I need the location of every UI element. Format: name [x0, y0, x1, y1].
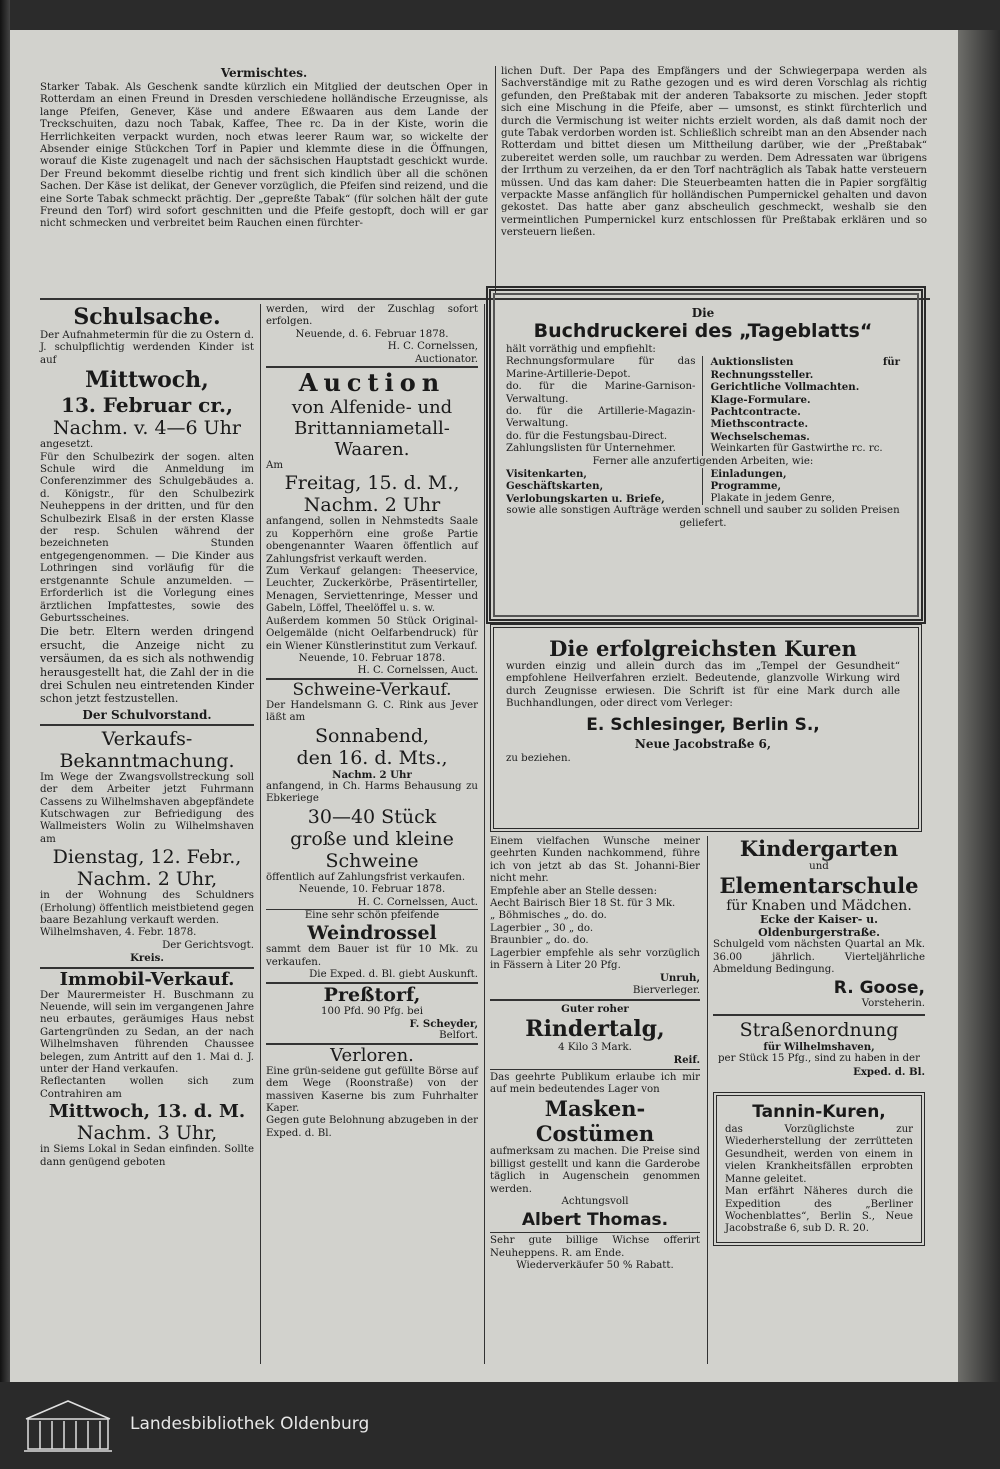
- buchdruckerei-item: Einladungen,: [710, 468, 787, 481]
- immobil-date-1: Mittwoch, 13. d. M.: [48, 1101, 246, 1123]
- schweine-body-3: öffentlich auf Zahlungsfrist verkaufen.: [266, 871, 466, 883]
- kuren-address: Neue Jacobstraße 6,: [634, 736, 772, 751]
- buchdruckerei-closing: sowie alle sonstigen Aufträge werden schnell und sauber zu soliden Preisen geliefert.: [506, 505, 900, 529]
- vermischtes-text-right: lichen Duft. Der Papa des Empfängers und der Schwiegerpapa werden als Sachverständige mit zu Rathe gezogen und es wird deren Vorschlag als richtig gefunden, den Preßtabak mit der anderen Tabaksorte zu mischen. Jeder stopft sich eine Mischung in die Pfeife, aber — umsonst, es stinkt fürchterlich und durch die Vermischung ist weiter nichts erzielt worden, als daß damit noch der gute Tabak verdorben worden ist. Schließlich schreibt man an den Absender nach Rotterdam und bittet diesen um Mittheilung darüber, wie der „Preßtabak“ zubereitet werden solle, um rauchbar zu werden. Dem Adressaten war übrigens der Irrthum zu verzeihen, da er den Torf nachträglich als Tabak hatte versteuern müssen. Und das kam daher: Die Steuerbeamten hatten die in Papier sorgfältig verpackte Masse anfänglich für holländischen Pumpernickel gehalten und davon gekostet. Das hatte aber ganz abscheulich geschmeckt, weshalb sie den vermeintlichen Pumpernickel kurz entschlossen für Preßtabak erklären und so versteuern ließen.: [501, 66, 927, 239]
- buchdruckerei-item: do. für die Artillerie-Magazin-Verwaltung.: [506, 406, 696, 430]
- kuren-zu-beziehen: zu beziehen.: [506, 752, 571, 764]
- library-building-icon: [20, 1395, 116, 1455]
- ad-divider: [490, 1232, 700, 1233]
- page-right-edge: [958, 30, 1000, 1382]
- bier-row: Lagerbier „ 30 „ do.: [490, 922, 594, 934]
- schweine-title: Schweine-Verkauf.: [292, 679, 452, 700]
- schweine-body: Der Handelsmann G. C. Rink aus Jever läßt am: [266, 699, 478, 724]
- talg-title: Rindertalg,: [525, 1015, 665, 1042]
- kindergarten-title: Kindergarten: [739, 836, 899, 861]
- kindergarten-address: Ecke der Kaiser- u. Oldenburgerstraße.: [758, 913, 880, 939]
- schweine-big-2: große und kleine: [290, 827, 454, 850]
- buchdruckerei-item: Miethscontracte.: [710, 418, 808, 431]
- auction-place: Neuende, 10. Februar 1878.: [298, 652, 446, 664]
- auction-am: Am: [266, 460, 284, 472]
- schulsache-date-2: 13. Februar cr.,: [61, 393, 233, 418]
- tannin-frame: [713, 1092, 925, 1246]
- buchdruckerei-item: Plakate in jedem Genre,: [710, 492, 835, 504]
- auction-body: anfangend, sollen in Nehmstedts Saale zu Kopperhörn eine große Partie obengenannter Waaren öffentlich auf Zahlungsfrist verkauft werden.: [266, 516, 478, 565]
- buchdruckerei-die: Die: [691, 306, 715, 320]
- buchdruckerei-item: do. für die Festungsbau-Direct.: [506, 430, 668, 442]
- immobil-body-3: in Siems Lokal in Sedan einfinden. Sollte dann genügend geboten: [40, 1144, 254, 1168]
- bier-body-3: Lagerbier empfehle als sehr vorzüglich in Fässern à Liter 20 Pfg.: [490, 947, 700, 972]
- bier-row: Braunbier „ do. do.: [490, 935, 589, 947]
- buchdruckerei-item: Auktionslisten für Rechnungssteller.: [710, 356, 900, 381]
- schulsache-eltern: Die betr. Eltern werden dringend ersucht, die Anzeige nicht zu versäumen, da es sich als nothwendig herausgestellt hat, die Zahl der in die drei Schulen neu eintretenden Kinder schon jetzt festzustellen.: [40, 625, 254, 706]
- buchdruckerei-item: Zahlungslisten für Unternehmer.: [506, 443, 676, 455]
- buchdruckerei-ad: [506, 306, 900, 530]
- buchdruckerei-item: Visitenkarten,: [506, 468, 587, 481]
- immobil-signature-2: Auctionator.: [415, 353, 478, 365]
- verkauf-place: Wilhelmshaven, 4. Febr. 1878.: [40, 927, 197, 939]
- immobil-place: Neuende, d. 6. Februar 1878.: [295, 328, 449, 340]
- masken-title-2: Costümen: [535, 1121, 655, 1147]
- immobil-signature-1: H. C. Cornelssen,: [387, 341, 478, 353]
- kuren-body: wurden einzig und allein durch das im „Tempel der Gesundheit“ empfohlene Heilverfahren erzielt. Bedeutende, glanzvolle Wirkung wird durch Zeugnisse erwiesen. Die Schrift ist für eine Mark durch alle Buchhandlungen, oder direct vom Verleger:: [506, 661, 900, 710]
- buchdruckerei-item: Verlobungskarten u. Briefe,: [506, 492, 665, 505]
- column-rule: [495, 66, 496, 294]
- strassenordnung-body: per Stück 15 Pfg., sind zu haben in der: [718, 1053, 920, 1065]
- presstorf-title: Preßtorf,: [323, 983, 421, 1006]
- kindergarten-signature-2: Vorsteherin.: [861, 998, 925, 1010]
- schweine-date-3: Nachm. 2 Uhr: [332, 768, 412, 781]
- auction-title-4: Waaren.: [334, 439, 410, 461]
- tannin-title: Tannin-Kuren,: [752, 1102, 886, 1123]
- schweine-big-3: Schweine: [325, 849, 419, 872]
- column-3: [490, 836, 700, 1273]
- masken-body-2: aufmerksam zu machen. Die Preise sind billigst gestellt und kann die Garderobe täglich in Augenschein genommen werden.: [490, 1146, 700, 1195]
- kuren-ad: [506, 636, 900, 765]
- verkauf-title-2: Bekanntmachung.: [59, 749, 235, 772]
- buchdruckerei-item: Programme,: [710, 480, 782, 493]
- schulsache-signature: Der Schulvorstand.: [82, 707, 212, 722]
- strassenordnung-expedition: Exped. d. Bl.: [853, 1065, 925, 1078]
- immobil-body-2: Reflectanten wollen sich zum Contrahiren am: [40, 1076, 254, 1100]
- presstorf-signature: F. Scheyder,: [409, 1018, 478, 1030]
- library-name: Landesbibliothek Oldenburg: [130, 1414, 370, 1434]
- kindergarten-und: und: [809, 861, 829, 872]
- masken-body: Das geehrte Publikum erlaube ich mir auf mein bedeutendes Lager von: [490, 1071, 700, 1095]
- newspaper-page: [10, 30, 958, 1382]
- column-1: [40, 304, 254, 1169]
- auction-date-2: Nachm. 2 Uhr: [303, 494, 441, 517]
- schulsache-angesetzt: angesetzt.: [40, 439, 94, 451]
- buchdruckerei-left-list-2: [506, 468, 703, 505]
- buchdruckerei-item: Weinkarten für Gastwirthe rc. rc.: [710, 443, 883, 455]
- column-4: [713, 836, 925, 1246]
- kindergarten-body: Schulgeld vom nächsten Quartal an Mk. 36.00 jährlich. Vierteljährliche Abmeldung Bedingung.: [713, 939, 925, 976]
- buchdruckerei-lists: [506, 356, 900, 455]
- buchdruckerei-item: Pachtcontracte.: [710, 406, 801, 419]
- schulsache-body: Für den Schulbezirk der sogen. alten Schule wird die Anmeldung im Conferenzimmer des Schulgebäudes a. d. Königstr., für den Schulbezirk Neuheppens in der dritten, und für den Schulbezirk Elsaß in der ersten Klasse der resp. Schulen während der bezeichneten Stunden entgegengenommen. — Die Kinder aus Lothringen sind vorläufig für die erstgenannte Schule anzumelden. — Erforderlich ist die Vorlegung eines ärztlichen Impfattestes, sowie des Geburtsscheines.: [40, 451, 254, 624]
- schulsache-title: Schulsache.: [73, 304, 221, 330]
- column-rule: [484, 304, 485, 1364]
- buchdruckerei-ferner: Ferner alle anzufertigenden Arbeiten, wie:: [592, 455, 814, 467]
- auction-body-2: Zum Verkauf gelangen: Theeservice, Leuchter, Zuckerkörbe, Präsentirteller, Menagen, Serviettenringe, Messer und Gabeln, Löffel, Theelöffel u. s. w.: [266, 566, 478, 615]
- verkauf-date-2: Nachm. 2 Uhr,: [76, 868, 218, 891]
- immobil-title: Immobil-Verkauf.: [59, 968, 235, 990]
- auction-title-3: Brittanniametall-: [294, 418, 450, 440]
- bier-body-2: Empfehle aber an Stelle dessen:: [490, 885, 658, 897]
- talg-intro: Guter roher: [561, 1003, 629, 1016]
- buchdruckerei-item: Klage-Formulare.: [710, 393, 811, 406]
- page-binding-edge: [0, 0, 10, 1382]
- talg-signature: Reif.: [673, 1054, 700, 1067]
- column-rule: [260, 304, 261, 1364]
- immobil-continued: werden, wird der Zuschlag sofort erfolgen.: [266, 304, 478, 328]
- verkauf-body-2: in der Wohnung des Schuldners (Erholung) öffentlich meistbietend gegen baare Bezahlung verkauft werden.: [40, 890, 254, 926]
- presstorf-body: 100 Pfd. 90 Pfg. bei: [321, 1005, 423, 1017]
- verloren-body: Eine grün-seidene gut gefüllte Börse auf dem Wege (Roonstraße) von der massiven Kaserne bis zum Fuhrhalter Kaper.: [266, 1065, 478, 1115]
- auction-title-1: Auction: [298, 368, 446, 398]
- buchdruckerei-lists-2: [506, 468, 900, 505]
- bier-body: Einem vielfachen Wunsche meiner geehrten Kunden nachkommend, führe ich von jetzt ab das St. Johanni-Bier nicht mehr.: [490, 836, 700, 885]
- schulsache-date-3: Nachm. v. 4—6 Uhr: [52, 417, 242, 440]
- bier-signature: Unruh,: [659, 972, 700, 985]
- schweine-signature: H. C. Cornelssen, Auct.: [357, 896, 478, 908]
- masken-achtungsvoll: Achtungsvoll: [561, 1195, 629, 1207]
- column-2: [266, 304, 478, 1140]
- wichse-body: Sehr gute billige Wichse offerirt Neuheppens. R. am Ende.: [490, 1235, 700, 1259]
- weindrossel-body: sammt dem Bauer ist für 10 Mk. zu verkaufen.: [266, 944, 478, 968]
- buchdruckerei-item: Gerichtliche Vollmachten.: [710, 381, 860, 394]
- weindrossel-title: Weindrossel: [307, 922, 437, 945]
- ad-divider: [40, 724, 254, 726]
- auction-signature: H. C. Cornelssen, Auct.: [357, 665, 478, 677]
- verkauf-signature-1: Der Gerichtsvogt.: [162, 939, 254, 951]
- buchdruckerei-title: Buchdruckerei des „Tageblatts“: [533, 320, 873, 342]
- talg-body: 4 Kilo 3 Mark.: [558, 1041, 632, 1053]
- presstorf-signature-2: Belfort.: [439, 1030, 478, 1042]
- vermischtes-heading: Vermischtes.: [220, 66, 308, 80]
- column-rule: [707, 836, 708, 1364]
- ad-divider: [490, 999, 700, 1001]
- schulsache-intro: Der Aufnahmetermin für die zu Ostern d. J. schulpflichtig werdenden Kinder ist auf: [40, 330, 254, 366]
- auction-body-3: Außerdem kommen 50 Stück Original-Oelgemälde (nicht Oelfarbendruck) für ein Wiener Künstlerinstitut zum Verkauf.: [266, 615, 478, 652]
- buchdruckerei-intro: hält vorräthig und empfiehlt:: [506, 344, 656, 355]
- auction-title-2: von Alfenide- und: [291, 397, 453, 419]
- tannin-body: das Vorzüglichste zur Wiederherstellung der zerrütteten Gesundheit, werden von einem in vielen Krankheitsfällen erprobten Manne geleitet.: [725, 1124, 913, 1185]
- strassenordnung-subtitle: für Wilhelmshaven,: [763, 1040, 875, 1053]
- masken-signature: Albert Thomas.: [521, 1210, 669, 1231]
- bier-row: Aecht Bairisch Bier 18 St. für 3 Mk.: [490, 898, 676, 910]
- immobil-body: Der Maurermeister H. Buschmann zu Neuende, will sein im vergangenen Jahre neu erbautes, geräumiges Haus nebst Gartengründen zu Sedan, an der nach Wilhelmshaven führenden Chaussee belegen, zum Antritt auf den 1. Mai d. J. unter der Hand verkaufen.: [40, 989, 254, 1076]
- verkauf-date-1: Dienstag, 12. Febr.,: [52, 846, 242, 869]
- wichse-body-2: Wiederverkäufer 50 % Rabatt.: [516, 1260, 674, 1272]
- kindergarten-subtitle: für Knaben und Mädchen.: [726, 898, 912, 915]
- verkauf-signature-2: Kreis.: [130, 952, 164, 965]
- schweine-date-2: den 16. d. Mts.,: [296, 746, 448, 769]
- schulsache-date-1: Mittwoch,: [85, 367, 209, 394]
- elementarschule-title: Elementarschule: [719, 873, 919, 899]
- buchdruckerei-left-list: [506, 356, 703, 455]
- kuren-title: Die erfolgreichsten Kuren: [549, 636, 857, 661]
- vermischtes-right: [501, 66, 927, 240]
- buchdruckerei-item: Wechselschemas.: [710, 430, 810, 443]
- bier-row: „ Böhmisches „ do. do.: [490, 910, 607, 922]
- ad-divider: [490, 1069, 700, 1070]
- schweine-big-1: 30—40 Stück: [307, 805, 437, 828]
- masken-title-1: Masken-: [544, 1096, 646, 1122]
- kuren-publisher: E. Schlesinger, Berlin S.,: [586, 714, 820, 735]
- library-footer: [0, 1382, 1000, 1469]
- schweine-date-1: Sonnabend,: [314, 724, 430, 747]
- buchdruckerei-item: Geschäftskarten,: [506, 480, 604, 493]
- buchdruckerei-right-list-2: [711, 468, 901, 505]
- ad-divider: [713, 1014, 925, 1016]
- schweine-place: Neuende, 10. Februar 1878.: [298, 884, 446, 896]
- buchdruckerei-right-list: [711, 356, 901, 455]
- weindrossel-expedition: Die Exped. d. Bl. giebt Auskunft.: [309, 969, 478, 981]
- strassenordnung-title: Straßenordnung: [739, 1018, 899, 1041]
- vermischtes-text-left: Starker Tabak. Als Geschenk sandte kürzlich ein Mitglied der deutschen Oper in Rotterdam an einen Freund in Dresden verschiedene holländische Erzeugnisse, als lange Pfeifen, Genever, Käse und andere Eßwaaren aus dem Lande der Treckschuiten, dazu noch Tabak, Kaffee, Thee rc. Da in der Kiste, worin die Herrlichkeiten verpackt wurden, noch etwas leerer Raum war, so wickelte der Absender einige Stückchen Torf in Papier und klemmte diese in die Öffnungen, worauf die Kiste zugenagelt und nach der sächsischen Hauptstadt geschickt wurde. Der Freund bekommt dieselbe richtig und frent sich kindlich über all die schönen Sachen. Der Käse ist delikat, der Genever vorzüglich, die Pfeifen sind reizend, und die eine Sorte Tabak schmeckt prächtig. Der „gepreßte Tabak“ (für solchen hält der gute Freund den Torf) wird sofort geschnitten und die Pfeife gestopft, doch will er gar nicht schmecken und verbreitet beim Rauchen einen fürchter-: [40, 82, 488, 230]
- vermischtes-left: [40, 66, 488, 231]
- verloren-body-2: Gegen gute Belohnung abzugeben in der Exped. d. Bl.: [266, 1115, 478, 1139]
- immobil-date-2: Nachm. 3 Uhr,: [76, 1122, 218, 1145]
- weindrossel-intro: Eine sehr schön pfeifende: [304, 909, 440, 921]
- verkauf-title-1: Verkaufs-: [101, 727, 193, 750]
- buchdruckerei-item: do. für die Marine-Garnison-Verwaltung.: [506, 381, 696, 405]
- auction-date-1: Freitag, 15. d. M.,: [284, 472, 460, 495]
- kindergarten-signature: R. Goose,: [833, 978, 925, 999]
- verloren-title: Verloren.: [330, 1044, 414, 1066]
- verkauf-body: Im Wege der Zwangsvollstreckung soll der dem Arbeiter jetzt Fuhrmann Cassens zu Wilhelmshaven abgepfändete Kutschwagen zur Befriedigung des Wallmeisters Wolin zu Wilhelmshaven am: [40, 771, 254, 845]
- buchdruckerei-item: Rechnungsformulare für das Marine-Artillerie-Depot.: [506, 356, 696, 380]
- tannin-body-2: Man erfährt Näheres durch die Expedition des „Berliner Wochenblattes“, Berlin S., Neue Jacobstraße 6, sub D. R. 20.: [725, 1186, 913, 1235]
- bier-signature-2: Bierverleger.: [632, 984, 700, 996]
- schweine-body-2: anfangend, in Ch. Harms Behausung zu Ebkeriege: [266, 780, 478, 805]
